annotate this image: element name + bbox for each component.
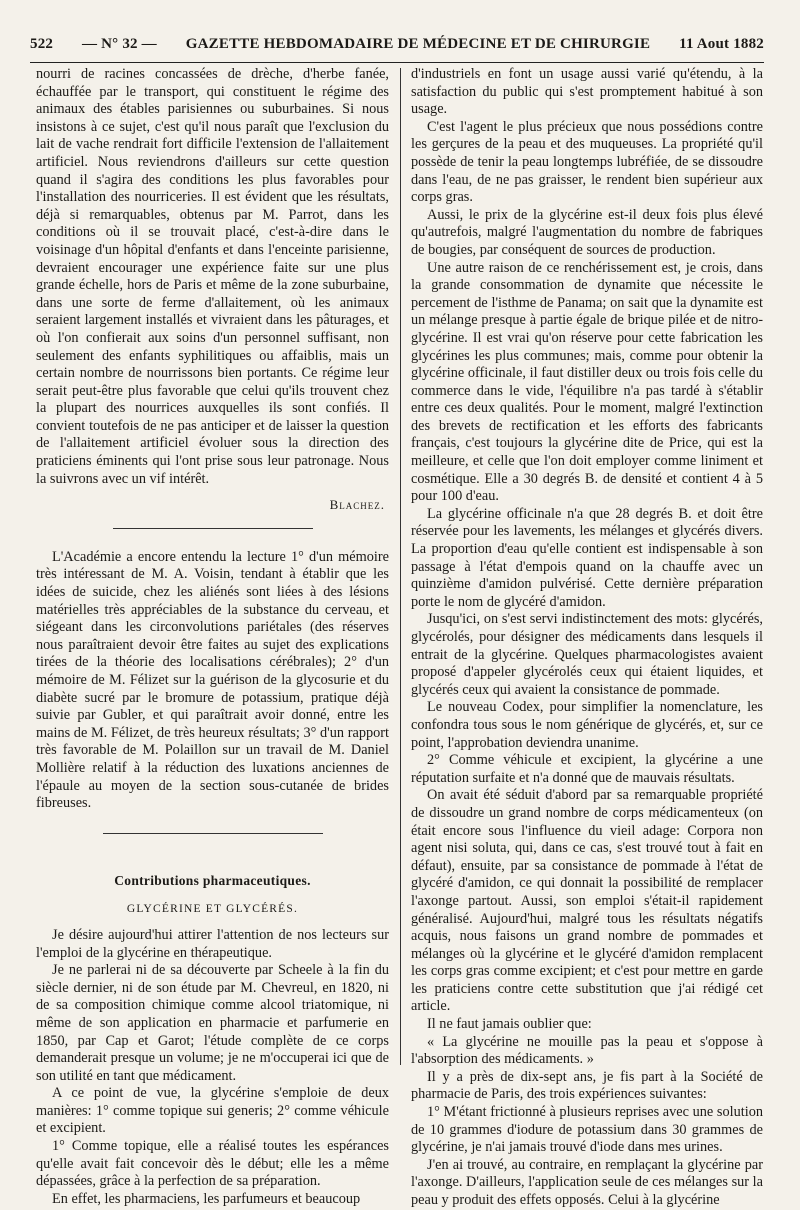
paragraph: Il y a près de dix-sept ans, je fis part à la Société de pharmacie de Paris, des trois expériences suivantes: bbox=[411, 1068, 763, 1103]
section-separator bbox=[103, 833, 323, 834]
paragraph: C'est l'agent le plus précieux que nous possédions contre les gerçures de la peau et des muqueuses. La propriété qu'il possède de tenir la peau longtemps lubréfiée, de se dissoudre dans l'eau, de ne pas graisser, le rendent bien supérieur aux corps gras. bbox=[411, 118, 763, 206]
issue-date: 11 Aout 1882 bbox=[679, 36, 764, 52]
left-column bbox=[36, 66, 389, 1208]
section-separator bbox=[113, 528, 313, 529]
paragraph: 2° Comme véhicule et excipient, la glycérine a une réputation surfaite et n'a donné que de mauvais résultats. bbox=[411, 752, 763, 786]
page-number: 522 bbox=[30, 36, 54, 52]
column-divider bbox=[400, 68, 401, 1065]
subsection-title: GLYCÉRINE ET GLYCÉRÉS. bbox=[126, 903, 299, 916]
paragraph: Jusqu'ici, on s'est servi indistinctement des mots: glycérés, glycérolés, pour désigner des médicaments dans lesquels il entrait de la glycérine. Quelques pharmacologistes avaient proposé d'appeler glycérolés ceux qui étaient liquides, et glycérés ceux qui avaient la consistance de pommade. bbox=[411, 611, 763, 698]
paragraph: Je ne parlerai ni de sa découverte par Scheele à la fin du siècle dernier, ni de son étude par M. Chevreul, en 1820, ni de sa composition chimique comme alcool triatomique, ni même de son application en pharmacie et parfumerie en 1850, par Cap et Garot; l'étude complète de ce corps demanderait presque un volume; je ne m'occuperai ici que de son utilité en tant que médicament. bbox=[36, 962, 389, 1084]
section-title: Contributions pharmaceutiques. bbox=[114, 872, 311, 888]
paragraph: On avait été séduit d'abord par sa remarquable propriété de dissoudre un grand nombre de corps médicamenteux (on était encore sous l'influence du vieil adage: Corpora non agent nisi soluta, qui, dans ce cas, s'est trouvé tout à fait en défaut), ensuite, par sa consistance de pommade à l'état de glycéré d'amidon, ce qui donnait la possibilité de remplacer l'axonge partout. Aussi, son emploi s'était-il rapidement généralisé. Aujourd'hui, malgré tous les résultats négatifs acquis, nous faisons un grand nombre de pommades et mélanges où la glycérine et le glycéré d'amidon remplacent les corps gras comme excipient; et c'est pour mettre en garde les praticiens contre cette substitution que j'ai rédigé cet article. bbox=[411, 787, 763, 1015]
page-header bbox=[30, 36, 764, 53]
paragraph: A ce point de vue, la glycérine s'emploie de deux manières: 1° comme topique sui generis; 2° comme véhicule et excipient. bbox=[36, 1085, 389, 1137]
paragraph: Le nouveau Codex, pour simplifier la nomenclature, les confondra tous sous le nom générique de glycérés, et, sur ce point, l'approbation deviendra unanime. bbox=[411, 699, 763, 751]
paragraph: J'en ai trouvé, au contraire, en remplaçant la glycérine par l'axonge. D'ailleurs, l'application seule de ces mélanges sur la peau y produit des effets opposés. Celui à la glycérine bbox=[411, 1156, 763, 1208]
issue-number: — N° 32 — bbox=[82, 36, 157, 52]
paragraph: nourri de racines concassées de drèche, d'herbe fanée, échauffée par le transport, qui constituent le régime des animaux des étables parisiennes ou suburbaines. Si nous insistons à ce sujet, c'est qu'il nous paraît que l'exclusion du lait de vache rendrait fort difficile l'extension de l'allaitement artificiel. Nous reviendrons d'ailleurs sur cette question quand il s'agira des conditions les plus favorables pour l'installation des nourriceries. Il est évident que les résultats, déjà si remarquables, obtenus par M. Parrot, dans les conditions où il se trouvait placé, c'est-à-dire dans le voisinage d'un hôpital d'enfants et dans l'enceinte parisienne, devraient encourager une expérience faite sur une plus grande échelle, hors de Paris et même de la zone suburbaine, dans une sorte de ferme d'allaitement, où les animaux seraient largement installés et vivraient dans les pâturages, et où l'on confierait aux soins d'un personnel suffisant, non seulement des enfants syphilitiques ou affaiblis, mais un certain nombre de nourrissons bien portants. Ce régime leur serait peut-être plus favorable que celui qu'ils trouvent chez la plupart des nourrices auxquelles ils sont confiés. Il convient toutefois de ne pas anticiper et de laisser la question de l'allaitement artificiel évoluer sous la direction des praticiens éminents qui l'ont prise sous leur patronage. Nous la suivrons avec un vif intérêt. bbox=[36, 66, 389, 487]
author-signature: Blachez. bbox=[329, 497, 385, 513]
journal-title: GAZETTE HEBDOMADAIRE DE MÉDECINE ET DE CHIRURGIE bbox=[185, 36, 651, 52]
paragraph: Une autre raison de ce renchérissement est, je crois, dans la grande consommation de dynamite que nécessite le percement de l'isthme de Panama; on sait que la dynamite est un mélange presque à partie égale de brique pilée et de nitro-glycérine. Il est vrai qu'on réserve pour cette fabrication les glycérines les plus communes; mais, comme pour obtenir la glycérine officinale, il faut distiller deux ou trois fois celle du commerce dans le vide, l'équilibre n'a pas tardé à s'établir entre ces deux qualités. Pour le moment, malgré l'extinction des brevets de rectification et les efforts des fabricants français, c'est toujours la glycérine dite de Price, qui est la meilleure, et celle que l'on doit employer comme liniment et cosmétique. Elle a 30 degrés B. de densité et contient 4 à 5 pour 100 d'eau. bbox=[411, 259, 763, 505]
paragraph: En effet, les pharmaciens, les parfumeurs et beaucoup bbox=[52, 1190, 361, 1207]
quotation: « La glycérine ne mouille pas la peau et s'oppose à l'absorption des médicaments. » bbox=[411, 1033, 763, 1068]
paragraph: 1° Comme topique, elle a réalisé toutes les espérances qu'elle avait fait concevoir dès le début; elle les a même dépassées, grâce à la perfection de sa préparation. bbox=[36, 1138, 389, 1190]
paragraph: Aussi, le prix de la glycérine est-il deux fois plus élevé qu'autrefois, malgré l'augmentation du nombre de fabriques de bougies, par conséquent de sources de production. bbox=[411, 206, 763, 258]
paragraph: 1° M'étant frictionné à plusieurs reprises avec une solution de 10 grammes d'iodure de potassium dans 30 grammes de glycérine, je n'ai jamais trouvé d'iode dans mes urines. bbox=[411, 1104, 763, 1156]
paragraph: d'industriels en font un usage aussi varié qu'étendu, à la satisfaction du public qui s'est promptement habitué à son usage. bbox=[411, 66, 763, 118]
right-column bbox=[411, 66, 763, 1210]
paragraph: Il ne faut jamais oublier que: bbox=[427, 1016, 592, 1033]
paragraph: L'Académie a encore entendu la lecture 1° d'un mémoire très intéressant de M. A. Voisin, tendant à établir que les idées de suicide, chez les aliénés sont liées à des lésions matérielles très appréciables de la substance du cerveau, et siégeant dans les circonvolutions pariétales (des réserves nous paraîtraient devoir être faites au sujet des explications tirées de la théorie des localisations cérébrales); 2° d'un mémoire de M. Félizet sur la guérison de la glycosurie et du diabète sucré par le bromure de potassium, pratique déjà suivie par Gubler, et qui paraîtrait avoir donné, entre les mains de M. Félizet, de très heureux résultats; 3° d'un rapport très favorable de M. Polaillon sur un travail de M. Daniel Mollière relatif à la réduction des luxations anciennes de l'épaule au moyen de la section sous-cutanée de brides fibreuses. bbox=[36, 548, 389, 812]
paragraph: La glycérine officinale n'a que 28 degrés B. et doit être réservée pour les lavements, les mélanges et glycérés divers. La proportion d'eau qu'elle contient est indispensable à son passage à l'état d'empois quand on la chauffe avec un quinzième d'amidon pulvérisé. Cette dernière préparation porte le nom de glycéré d'amidon. bbox=[411, 505, 763, 610]
paragraph: Je désire aujourd'hui attirer l'attention de nos lecteurs sur l'emploi de la glycérine en thérapeutique. bbox=[36, 926, 389, 961]
header-rule bbox=[30, 62, 764, 63]
